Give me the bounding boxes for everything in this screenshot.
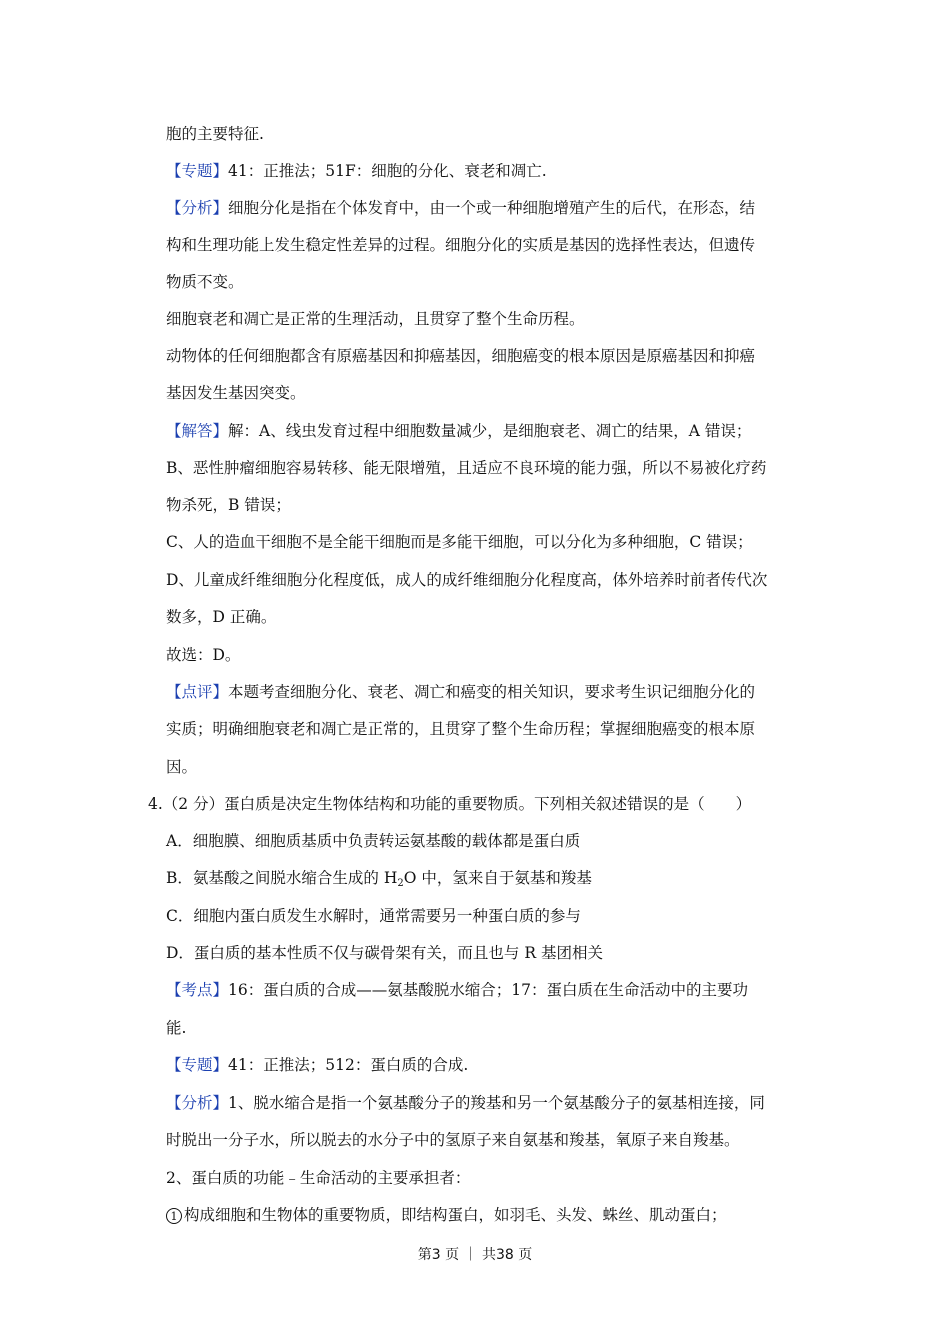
text-line: 实质；明确细胞衰老和凋亡是正常的，且贯穿了整个生命历程；掌握细胞癌变的根本原	[166, 720, 756, 738]
section-tag: 【分析】	[166, 199, 229, 217]
text-line: 动物体的任何细胞都含有原癌基因和抑癌基因，细胞癌变的根本原因是原癌基因和抑癌	[166, 347, 756, 365]
section-tag: 【专题】	[166, 1056, 229, 1074]
text-line	[166, 161, 547, 181]
text-line: 故选：D。	[166, 646, 241, 664]
text-line	[166, 980, 748, 1000]
page-footer: 第3 页 ｜ 共38 页	[417, 1247, 533, 1263]
text-line: 物质不变。	[166, 273, 244, 291]
section-tag: 【分析】	[166, 1094, 229, 1112]
option-c: C．细胞内蛋白质发生水解时，通常需要另一种蛋白质的参与	[166, 907, 581, 925]
tag-text: 16：蛋白质的合成——氨基酸脱水缩合；17：蛋白质在生命活动中的主要功	[228, 981, 748, 999]
text-line-content: 构成细胞和生物体的重要物质，即结构蛋白，如羽毛、头发、蛛丝、肌动蛋白；	[184, 1206, 727, 1224]
text-line	[166, 682, 755, 702]
tag-text: 解：A、线虫发育过程中细胞数量减少，是细胞衰老、凋亡的结果，A 错误；	[228, 422, 752, 440]
text-line: D、儿童成纤维细胞分化程度低，成人的成纤维细胞分化程度高，体外培养时前者传代次	[166, 571, 768, 589]
text-line: 因。	[166, 758, 198, 776]
circled-number: 1	[166, 1208, 182, 1224]
text-line: C、人的造血干细胞不是全能干细胞而是多能干细胞，可以分化为多种细胞，C 错误；	[166, 533, 753, 551]
option-b	[166, 868, 592, 894]
option-a: A．细胞膜、细胞质基质中负责转运氨基酸的载体都是蛋白质	[166, 832, 581, 850]
section-tag: 【考点】	[166, 981, 229, 999]
text-line: 基因发生基因突变。	[166, 384, 306, 402]
option-d: D．蛋白质的基本性质不仅与碳骨架有关，而且也与 R 基团相关	[166, 944, 603, 962]
text-line: 能.	[166, 1019, 187, 1037]
text-line: B、恶性肿瘤细胞容易转移、能无限增殖，且适应不良环境的能力强，所以不易被化疗药	[166, 459, 767, 477]
section-tag: 【专题】	[166, 162, 229, 180]
section-tag: 【解答】	[166, 422, 229, 440]
text-line	[166, 421, 751, 441]
option-b-pre: B．氨基酸之间脱水缩合生成的 H	[166, 869, 398, 887]
text-line	[166, 1093, 765, 1113]
tag-text: 1、脱水缩合是指一个氨基酸分子的羧基和另一个氨基酸分子的氨基相连接，同	[228, 1094, 765, 1112]
section-tag: 【点评】	[166, 683, 229, 701]
text-line	[166, 198, 755, 218]
tag-text: 细胞分化是指在个体发育中，由一个或一种细胞增殖产生的后代，在形态，结	[228, 199, 756, 217]
tag-text: 41：正推法；512：蛋白质的合成.	[228, 1056, 469, 1074]
text-line: 2、蛋白质的功能﹣生命活动的主要承担者：	[166, 1169, 471, 1187]
text-line: 胞的主要特征.	[166, 125, 264, 143]
tag-text: 本题考查细胞分化、衰老、凋亡和癌变的相关知识，要求考生识记细胞分化的	[228, 683, 756, 701]
question-4: 4.（2 分）蛋白质是决定生物体结构和功能的重要物质。下列相关叙述错误的是（ ）	[148, 795, 752, 813]
subscript: 2	[397, 878, 404, 889]
tag-text: 41：正推法；51F：细胞的分化、衰老和凋亡.	[228, 162, 547, 180]
text-line: 物杀死，B 错误；	[166, 496, 291, 514]
text-line: 时脱出一分子水，所以脱去的水分子中的氢原子来自氨基和羧基，氧原子来自羧基。	[166, 1131, 740, 1149]
text-line: 数多，D 正确。	[166, 608, 277, 626]
text-line	[166, 1205, 727, 1225]
text-line: 构和生理功能上发生稳定性差异的过程。细胞分化的实质是基因的选择性表达，但遗传	[166, 236, 756, 254]
text-line: 细胞衰老和凋亡是正常的生理活动，且贯穿了整个生命历程。	[166, 310, 585, 328]
text-line	[166, 1055, 468, 1075]
option-b-post: O 中，氢来自于氨基和羧基	[403, 869, 592, 887]
